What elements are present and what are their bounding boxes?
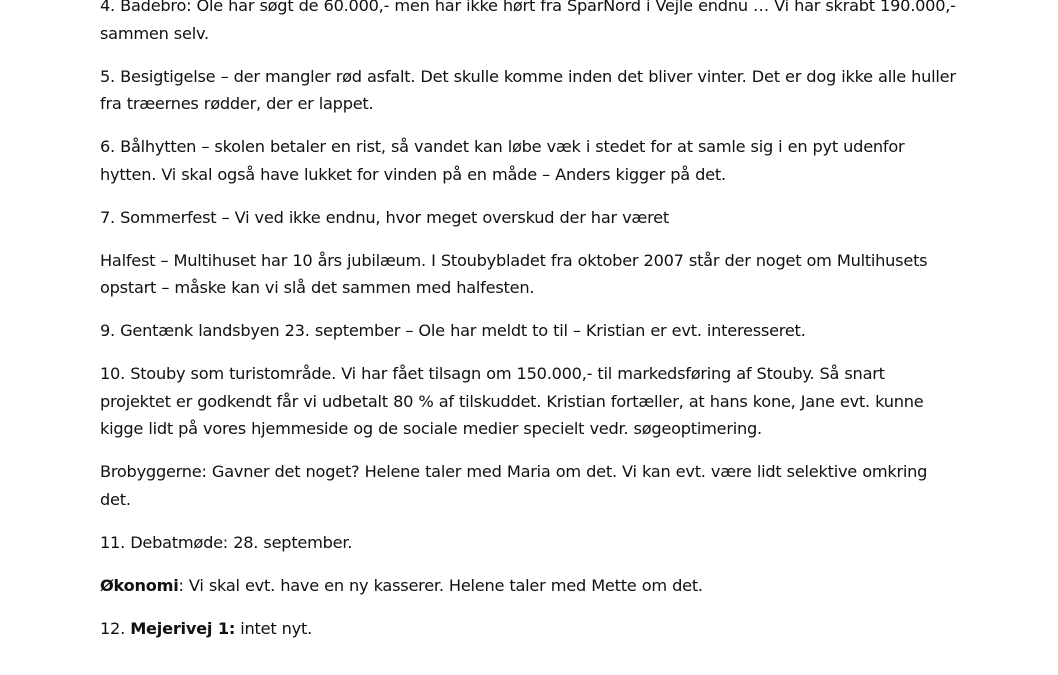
mejerivej-label: Mejerivej 1: bbox=[130, 618, 236, 638]
text-line bbox=[100, 572, 960, 600]
text-line: 7. Sommerfest – Vi ved ikke endnu, hvor meget overskud der har været bbox=[100, 207, 669, 227]
text-line: 5. Besigtigelse – der mangler rød asfalt. Det skulle komme inden det bliver vinter. Det er dog ikke alle huller bbox=[100, 66, 956, 86]
text-line: 11. Debatmøde: 28. september. bbox=[100, 532, 353, 552]
text-line: det. bbox=[100, 489, 131, 509]
mejerivej-text: intet nyt. bbox=[235, 618, 312, 638]
text-line: hytten. Vi skal også have lukket for vinden på en måde – Anders kigger på det. bbox=[100, 164, 726, 184]
text-line: kigge lidt på vores hjemmeside og de sociale medier specielt vedr. søgeoptimering. bbox=[100, 419, 762, 438]
text-line: 4. Badebro: Ole har søgt de 60.000,- men har ikke hørt fra SparNord i Vejle endnu … Vi har skrabt 190.000,- bbox=[100, 0, 956, 15]
item-10-stouby-turistomraade bbox=[100, 360, 960, 443]
text-line: projektet er godkendt får vi udbetalt 80 % af tilskuddet. Kristian fortæller, at hans kone, Jane evt. kunne bbox=[100, 391, 924, 411]
item-halfest bbox=[100, 247, 960, 302]
text-line bbox=[100, 615, 960, 643]
item-5-besigtigelse bbox=[100, 63, 960, 118]
text-line: 6. Bålhytten – skolen betaler en rist, så vandet kan løbe væk i stedet for at samle sig i en pyt udenfor bbox=[100, 137, 905, 156]
oekonomi-text: : Vi skal evt. have en ny kasserer. Helene taler med Mette om det. bbox=[178, 575, 703, 595]
item-9-gentaenk-landsbyen bbox=[100, 317, 960, 345]
document-page bbox=[100, 0, 960, 658]
mejerivej-prefix: 12. bbox=[100, 618, 131, 638]
oekonomi-label: Økonomi bbox=[100, 575, 179, 595]
text-line: opstart – måske kan vi slå det sammen med halfesten. bbox=[100, 278, 535, 297]
text-line: sammen selv. bbox=[100, 23, 209, 43]
item-oekonomi bbox=[100, 572, 960, 600]
text-line: Halfest – Multihuset har 10 års jubilæum. I Stoubybladet fra oktober 2007 står der noget om Multihusets bbox=[100, 250, 928, 270]
text-line: fra træernes rødder, der er lappet. bbox=[100, 94, 374, 113]
text-line: 10. Stouby som turistområde. Vi har fået tilsagn om 150.000,- til markedsføring af Stouby. Så snart bbox=[100, 364, 885, 383]
item-brobyggerne bbox=[100, 458, 960, 513]
text-line: 9. Gentænk landsbyen 23. september – Ole har meldt to til – Kristian er evt. interesseret. bbox=[100, 321, 806, 340]
item-4-badebro bbox=[100, 0, 960, 47]
item-12-mejerivej bbox=[100, 615, 960, 643]
item-6-baalhytten bbox=[100, 133, 960, 188]
item-11-debatmoede bbox=[100, 529, 960, 557]
text-line: Brobyggerne: Gavner det noget? Helene taler med Maria om det. Vi kan evt. være lidt selektive omkring bbox=[100, 462, 928, 481]
item-7-sommerfest bbox=[100, 204, 960, 232]
